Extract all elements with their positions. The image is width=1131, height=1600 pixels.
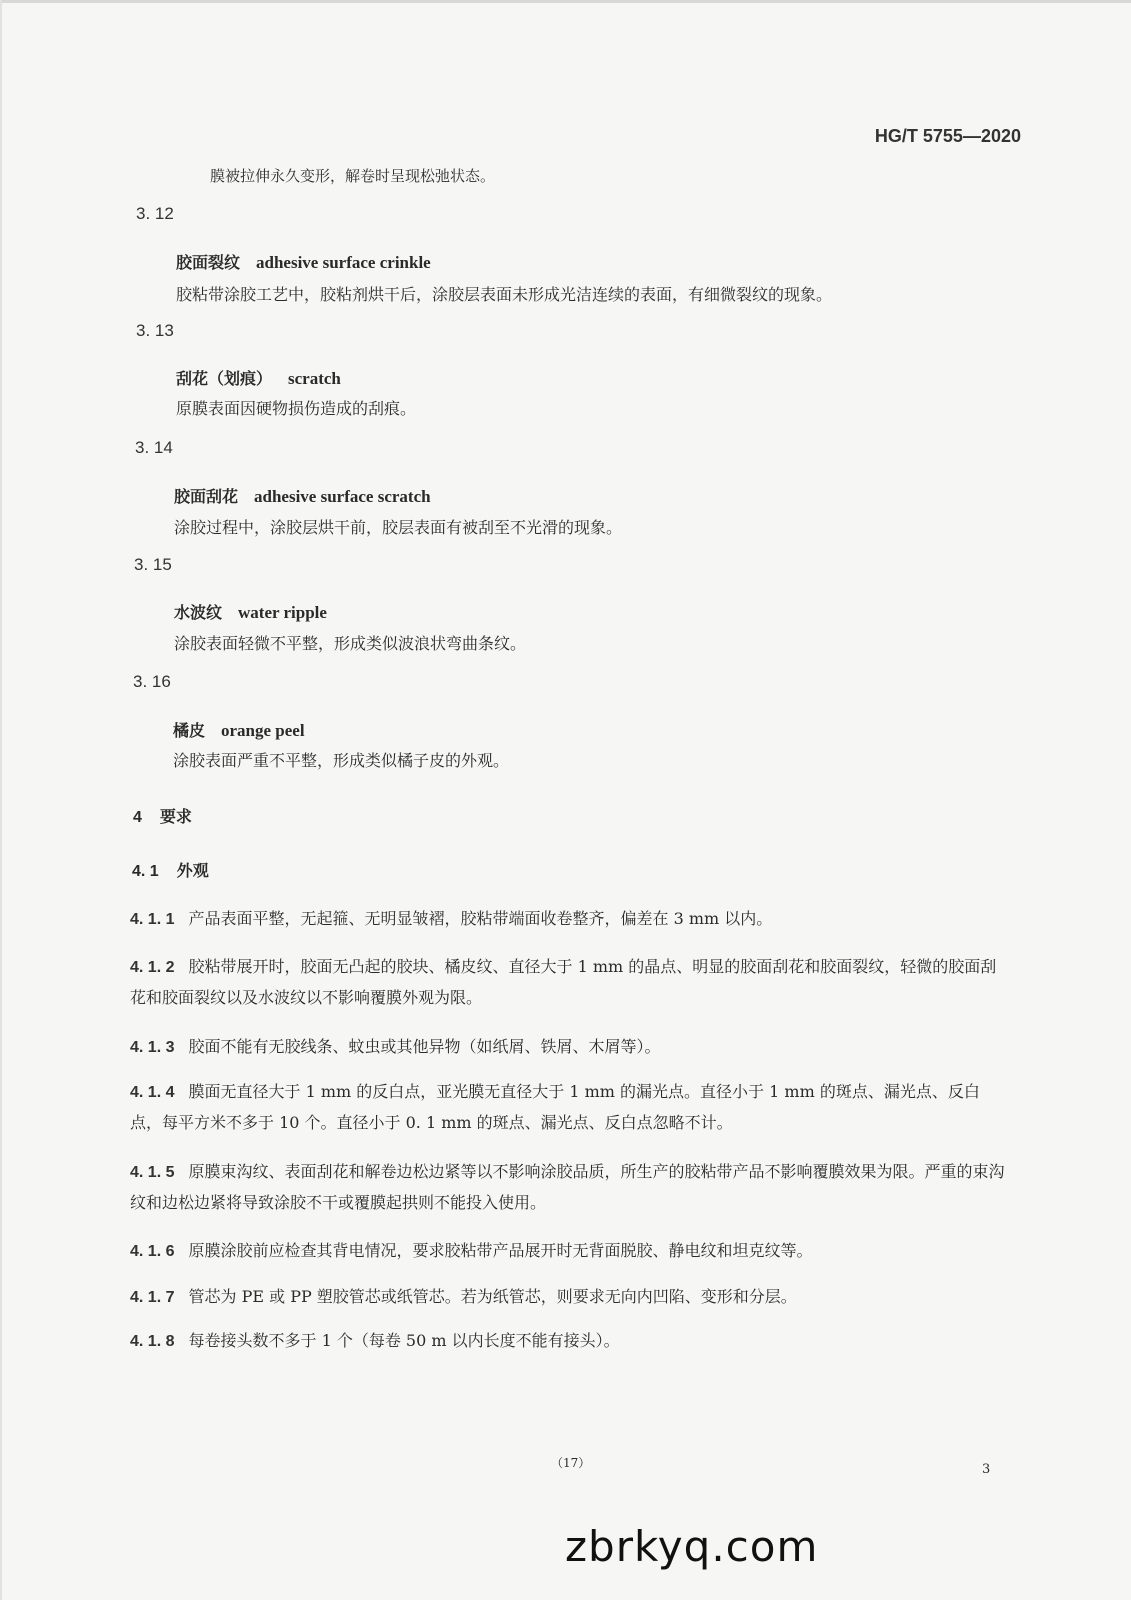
requirement-number: 4. 1. 1 — [130, 911, 175, 928]
term-en: adhesive surface crinkle — [256, 253, 431, 272]
requirement-item — [130, 1157, 1008, 1218]
clause-number: 3. 16 — [133, 672, 171, 691]
section-title: 要求 — [159, 809, 192, 826]
term-cn: 橘皮 — [173, 721, 206, 740]
term-cn: 胶面刮花 — [174, 487, 239, 506]
standard-code: HG/T 5755—2020 — [874, 126, 1021, 146]
requirement-number: 4. 1. 8 — [130, 1333, 175, 1350]
term-definition: 涂胶表面轻微不平整，形成类似波浪状弯曲条纹。 — [174, 634, 527, 653]
term-heading — [176, 366, 341, 389]
term-en: orange peel — [221, 721, 305, 740]
requirement-text: 胶粘带展开时，胶面无凸起的胶块、橘皮纹、直径大于 1 mm 的晶点、明显的胶面刮花和胶面裂纹，轻微的胶面刮花和胶面裂纹以及水波纹以不影响覆膜外观为限。 — [130, 957, 997, 1007]
section-number: 4 — [133, 809, 142, 826]
requirement-number: 4. 1. 2 — [130, 959, 175, 976]
term-heading — [174, 484, 431, 507]
requirement-text: 原膜束沟纹、表面刮花和解卷边松边紧等以不影响涂胶品质，所生产的胶粘带产品不影响覆膜效果为限。严重的束沟纹和边松边紧将导致涂胶不干或覆膜起拱则不能投入使用。 — [130, 1162, 1005, 1212]
requirement-number: 4. 1. 3 — [130, 1039, 175, 1056]
section-heading — [133, 804, 192, 827]
term-cn: 水波纹 — [174, 603, 223, 622]
scan-top-border — [0, 0, 1131, 3]
requirement-item — [130, 1282, 1008, 1313]
clause-number: 3. 15 — [134, 555, 172, 574]
requirement-text: 原膜涂胶前应检查其背电情况，要求胶粘带产品展开时无背面脱胶、静电纹和坦克纹等。 — [188, 1241, 813, 1260]
continued-definition: 膜被拉伸永久变形，解卷时呈现松弛状态。 — [210, 167, 496, 185]
requirement-item — [130, 904, 1008, 935]
clause-number: 3. 12 — [136, 204, 174, 223]
term-definition: 涂胶表面严重不平整，形成类似橘子皮的外观。 — [173, 751, 510, 770]
term-heading — [176, 250, 431, 273]
scan-left-border — [0, 0, 2, 1600]
term-en: water ripple — [238, 603, 327, 622]
term-heading — [174, 600, 327, 623]
term-heading — [173, 718, 305, 741]
clause-number: 3. 13 — [136, 321, 174, 340]
clause-number: 3. 14 — [135, 438, 173, 457]
term-en: adhesive surface scratch — [254, 487, 431, 506]
requirement-number: 4. 1. 4 — [130, 1084, 175, 1101]
requirement-item — [130, 1032, 1008, 1063]
requirement-number: 4. 1. 7 — [130, 1289, 175, 1306]
requirement-item — [130, 1236, 1008, 1267]
requirement-number: 4. 1. 5 — [130, 1164, 175, 1181]
term-definition: 原膜表面因硬物损伤造成的刮痕。 — [176, 399, 417, 418]
requirement-text: 膜面无直径大于 1 mm 的反白点，亚光膜无直径大于 1 mm 的漏光点。直径小于 1 mm 的斑点、漏光点、反白点，每平方米不多于 10 个。直径小于 0. 1 mm 的斑点、漏光点、反白点忽略不计。 — [130, 1082, 980, 1132]
requirement-text: 产品表面平整，无起箍、无明显皱褶，胶粘带端面收卷整齐，偏差在 3 mm 以内。 — [188, 909, 773, 928]
footer-sequence: （17） — [551, 1456, 591, 1470]
watermark: zbrkyq.com — [565, 1522, 819, 1571]
requirement-item — [130, 952, 1008, 1013]
subsection-heading — [132, 858, 209, 881]
requirement-text: 每卷接头数不多于 1 个（每卷 50 m 以内长度不能有接头）。 — [188, 1331, 620, 1350]
subsection-number: 4. 1 — [132, 863, 159, 880]
requirement-text: 管芯为 PE 或 PP 塑胶管芯或纸管芯。若为纸管芯，则要求无向内凹陷、变形和分层。 — [188, 1287, 797, 1306]
requirement-item — [130, 1326, 1008, 1357]
page-number: 3 — [982, 1462, 991, 1477]
term-definition: 涂胶过程中，涂胶层烘干前，胶层表面有被刮至不光滑的现象。 — [174, 518, 623, 537]
term-definition: 胶粘带涂胶工艺中，胶粘剂烘干后，涂胶层表面未形成光洁连续的表面，有细微裂纹的现象。 — [176, 285, 833, 304]
subsection-title: 外观 — [176, 863, 209, 880]
term-cn: 刮花（划痕） — [176, 369, 273, 388]
term-en: scratch — [288, 369, 341, 388]
term-cn: 胶面裂纹 — [176, 253, 241, 272]
requirement-item — [130, 1077, 1008, 1138]
requirement-number: 4. 1. 6 — [130, 1243, 175, 1260]
requirement-text: 胶面不能有无胶线条、蚊虫或其他异物（如纸屑、铁屑、木屑等）。 — [188, 1037, 661, 1056]
